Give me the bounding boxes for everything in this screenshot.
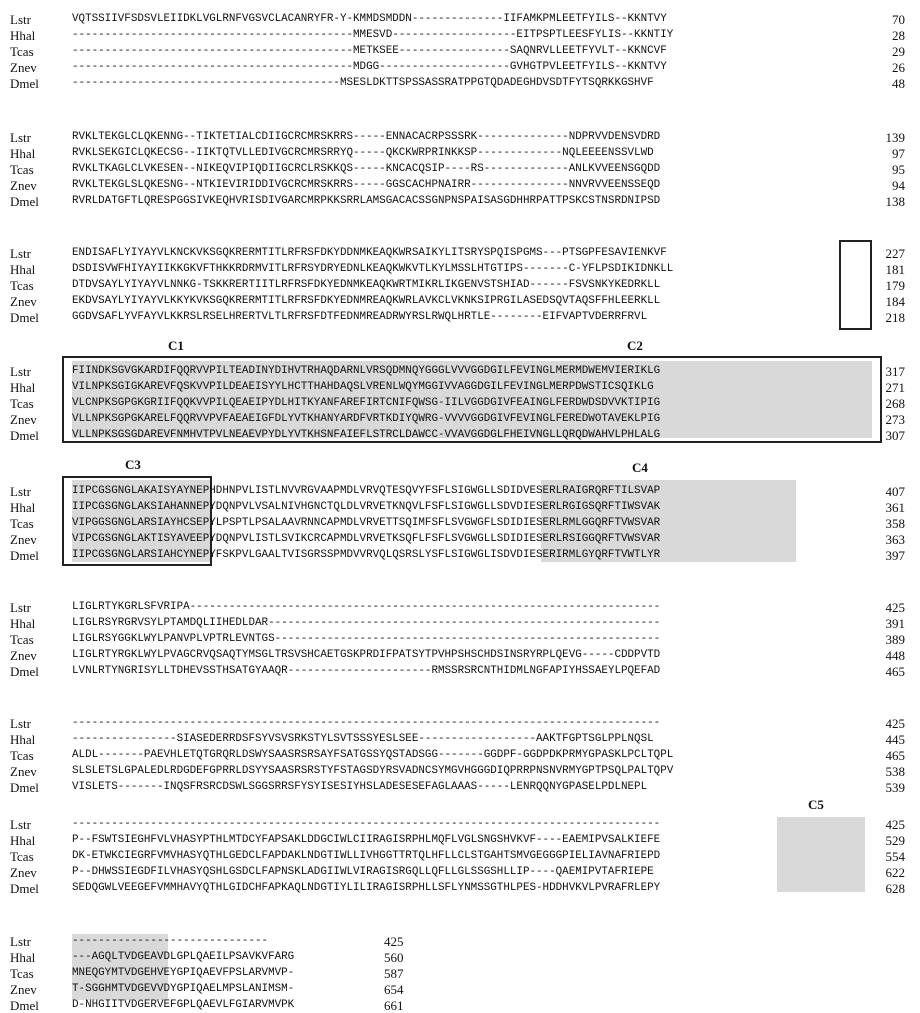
motif-label-c5: C5 bbox=[808, 797, 824, 812]
residue-position: 26 bbox=[892, 60, 905, 75]
residue-position: 271 bbox=[885, 380, 905, 395]
alignment-row bbox=[0, 364, 920, 379]
alignment-row bbox=[0, 532, 920, 547]
residue-position: 29 bbox=[892, 44, 905, 59]
species-label: Hhal bbox=[10, 732, 36, 747]
residue-position: 94 bbox=[892, 178, 905, 193]
residue-position: 268 bbox=[885, 396, 905, 411]
sequence-text: -------------------------------------------MMESVD-------------------EITPSPTLEESFYLIS--KKNTIY bbox=[72, 29, 674, 41]
residue-position: 539 bbox=[885, 780, 905, 795]
species-label: Lstr bbox=[10, 600, 31, 615]
alignment-row bbox=[0, 817, 920, 832]
species-label: Lstr bbox=[10, 934, 31, 949]
sequence-text: SLSLETSLGPALEDLRDGDEFGPRRLDSYYSAASRSRSTYFSTAGSDYRSVADNCSYMGVHGGGDIQPRRPNSNVRMYGPTPSQLPALTQPV bbox=[72, 765, 674, 777]
residue-position: 425 bbox=[384, 934, 404, 949]
alignment-row bbox=[0, 516, 920, 531]
sequence-text: RVKLTEKGLCLQKENNG--TIKTETIALCDIIGCRCMRSKRRS-----ENNACACRPSSSRK--------------NDPRVVDENSVDRD bbox=[72, 131, 661, 143]
residue-position: 448 bbox=[885, 648, 905, 663]
alignment-row bbox=[0, 12, 920, 27]
alignment-row bbox=[0, 262, 920, 277]
sequence-text: DTDVSAYLYIYAYVLNNKG-TSKKRERTIITLRFRSFDKYEDNMKEAQKWRTMIKRLIKGENVSTSHIAD------FSVSNKYKEDRKLL bbox=[72, 279, 661, 291]
species-label: Dmel bbox=[10, 548, 39, 563]
alignment-row bbox=[0, 428, 920, 443]
species-label: Znev bbox=[10, 294, 37, 309]
species-label: Lstr bbox=[10, 130, 31, 145]
residue-position: 48 bbox=[892, 76, 905, 91]
sequence-text: LVNLRTYNGRISYLLTDHEVSSTHSATGYAAQR----------------------RMSSRSRCNTHIDMLNGFAPIYHSSAEYLPQEFAD bbox=[72, 665, 661, 677]
sequence-text: ------------------------------------------------------------------------------------------ bbox=[72, 717, 661, 729]
sequence-text: ---AGQLTVDGEAVDLGPLQAEILPSAVKVFARG bbox=[72, 951, 295, 963]
residue-position: 538 bbox=[885, 764, 905, 779]
residue-position: 184 bbox=[885, 294, 905, 309]
alignment-row bbox=[0, 732, 920, 747]
species-label: Tcas bbox=[10, 632, 34, 647]
alignment-row bbox=[0, 412, 920, 427]
alignment-row bbox=[0, 764, 920, 779]
sequence-text: DK-ETWKCIEGRFVMVHASYQTHLGEDCLFAPDAKLNDGTIWLLIVHGGTTRTQLHFLLCLSTGAHTSMVGEGGGPIELIAVNAFRIEPD bbox=[72, 850, 661, 862]
alignment-row bbox=[0, 548, 920, 563]
species-label: Hhal bbox=[10, 833, 36, 848]
alignment-row bbox=[0, 780, 920, 795]
motif-label-c3: C3 bbox=[125, 457, 141, 472]
alignment-row bbox=[0, 146, 920, 161]
species-label: Dmel bbox=[10, 998, 39, 1013]
sequence-text: P--FSWTSIEGHFVLVHASYPTHLMTDCYFAPSAKLDDGCIWLCIIRAGISRPHLMQFLVGLSNGSHVKVF----EAEMIPVSALKIEFE bbox=[72, 834, 661, 846]
sequence-text: RVKLTEKGLSLQKESNG--NTKIEVIRIDDIVGCRCMRSKRRS-----GGSCACHPNAIRR---------------NNVRVVEENSSEQD bbox=[72, 179, 661, 191]
species-label: Dmel bbox=[10, 310, 39, 325]
residue-position: 307 bbox=[885, 428, 905, 443]
sequence-text: LIGLRTYRGKLWYLPVAGCRVQSAQTYMSGLTRSVSHCAETGSKPRDIFPATSYTPVHPSHSCHDSINSRYRPLQEVG-----CDDPVTD bbox=[72, 649, 661, 661]
residue-position: 179 bbox=[885, 278, 905, 293]
species-label: Tcas bbox=[10, 396, 34, 411]
alignment-row bbox=[0, 130, 920, 145]
residue-position: 361 bbox=[885, 500, 905, 515]
sequence-text: IIPCGSGNGLAKSIAHANNEPYDQNPVLVSALNIVHGNCTQLDLVRVETKNQVLFSFLSIGWGLLSDVDIESERLRGIGSQRFTIWSVAK bbox=[72, 501, 661, 513]
sequence-text: RVKLSEKGICLQKECSG--IIKTQTVLLEDIVGCRCMRSRRYQ-----QKCKWRPRINKKSP-------------NQLEEEENSSVLWD bbox=[72, 147, 654, 159]
sequence-text: VISLETS-------INQSFRSRCDSWLSGGSRRSFYSYISESIYHSLADESESEFAGLAAAS-----LENRQQNYGPASELPDLNEPL bbox=[72, 781, 648, 793]
species-label: Hhal bbox=[10, 380, 36, 395]
residue-position: 363 bbox=[885, 532, 905, 547]
residue-position: 529 bbox=[885, 833, 905, 848]
species-label: Znev bbox=[10, 982, 37, 997]
species-label: Tcas bbox=[10, 849, 34, 864]
sequence-text: T-SGGHMTVDGEVVDYGPIQAELMPSLANIMSM- bbox=[72, 983, 295, 995]
sequence-text: ------------------------------------------------------------------------------------------ bbox=[72, 818, 661, 830]
alignment-row bbox=[0, 60, 920, 75]
sequence-text: VLLNPKSGPGKARELFQQRVVPVFAEAEIGFDLYVTKHANYARDFVRTKDIYQWRG-VVVVGGDGIVFEVINGLFEREDWOTAVEKLPIG bbox=[72, 413, 661, 425]
residue-position: 587 bbox=[384, 966, 404, 981]
residue-position: 181 bbox=[885, 262, 905, 277]
sequence-text: LIGLRSYRGRVSYLPTAMDQLIIHEDLDAR------------------------------------------------------------ bbox=[72, 617, 661, 629]
residue-position: 391 bbox=[885, 616, 905, 631]
species-label: Tcas bbox=[10, 516, 34, 531]
sequence-text: D-NHGIITVDGERVEFGPLQAEVLFGIARVMVPK bbox=[72, 999, 295, 1011]
sequence-text: FIINDKSGVGKARDIFQQRVVPILTEADINYDIHVTRHAQDARNLVRSQDMNQYGGGLVVVGGDGILFEVINGLMERMDWEMVIERIKLG bbox=[72, 365, 661, 377]
residue-position: 218 bbox=[885, 310, 905, 325]
alignment-row bbox=[0, 310, 920, 325]
species-label: Znev bbox=[10, 532, 37, 547]
species-label: Dmel bbox=[10, 881, 39, 896]
residue-position: 425 bbox=[885, 600, 905, 615]
alignment-row bbox=[0, 246, 920, 261]
alignment-row bbox=[0, 849, 920, 864]
motif-label-c2: C2 bbox=[627, 338, 643, 353]
residue-position: 397 bbox=[885, 548, 905, 563]
species-label: Tcas bbox=[10, 278, 34, 293]
sequence-text: ----------------SIASEDERRDSFSYVSVSRKSTYLSVTSSSYESLSEE------------------AAKTFGPTSGLPPLNQSL bbox=[72, 733, 654, 745]
alignment-row bbox=[0, 162, 920, 177]
alignment-row bbox=[0, 716, 920, 731]
residue-position: 97 bbox=[892, 146, 905, 161]
residue-position: 95 bbox=[892, 162, 905, 177]
species-label: Hhal bbox=[10, 146, 36, 161]
sequence-text: ------------------------------ bbox=[72, 935, 269, 947]
species-label: Znev bbox=[10, 764, 37, 779]
alignment-row bbox=[0, 998, 920, 1013]
species-label: Dmel bbox=[10, 194, 39, 209]
sequence-text: RVRLDATGFTLQRESPGGSIVKEQHVRISDIVGARCMRPKKSRRLAMSGACACSSGNPNSPAISASGDHHRPATTPSKCSTNSRDNIPSD bbox=[72, 195, 661, 207]
alignment-row bbox=[0, 194, 920, 209]
sequence-text: P--DHWSSIEGDFILVHASYQSHLGSDCLFAPNSKLADGIIWLVIRAGISRGQLLQFLLGLSSGSHLLIP----QAEMIPVTAFRIEPE bbox=[72, 866, 654, 878]
sequence-text: -------------------------------------------MDGG--------------------GVHGTPVLEETFYILS--KKNTVY bbox=[72, 61, 667, 73]
residue-position: 28 bbox=[892, 28, 905, 43]
sequence-text: EKDVSAYLYIYAYVLKKYKVKSGQKRERMTITLRFRSFDKYEDNMREAQKWRLAVKCLVKNKSIPRGILASEDSQVTAQSFFHLEERKLL bbox=[72, 295, 661, 307]
alignment-row bbox=[0, 833, 920, 848]
species-label: Tcas bbox=[10, 44, 34, 59]
alignment-row bbox=[0, 28, 920, 43]
alignment-row bbox=[0, 934, 920, 949]
species-label: Lstr bbox=[10, 364, 31, 379]
alignment-row bbox=[0, 44, 920, 59]
species-label: Znev bbox=[10, 60, 37, 75]
species-label: Lstr bbox=[10, 484, 31, 499]
species-label: Hhal bbox=[10, 500, 36, 515]
sequence-text: VIPGGSGNGLARSIAYHCSEPYLPSPTLPSALAAVRNNCAPMDLVRVETTSQIMFSFLSVGWGFLSDIDIESERLRMLGGQRFTVWSVAR bbox=[72, 517, 661, 529]
sequence-text: VILNPKSGIGKAREVFQSKVVPILDEAEISYYLHCTTHAHDAQSLVRENLWQYMGGIVVAGGDGILFEVINGLMERPDWSTICSQIKLG bbox=[72, 381, 654, 393]
species-label: Lstr bbox=[10, 817, 31, 832]
species-label: Dmel bbox=[10, 76, 39, 91]
alignment-row bbox=[0, 865, 920, 880]
sequence-text: RVKLTKAGLCLVKESEN--NIKEQVIPIQDIIGCRCLRSKKQS-----KNCACQSIP----RS-------------ANLKVVEENSGQDD bbox=[72, 163, 661, 175]
species-label: Dmel bbox=[10, 780, 39, 795]
species-label: Dmel bbox=[10, 664, 39, 679]
species-label: Tcas bbox=[10, 748, 34, 763]
sequence-text: -------------------------------------------METKSEE-----------------SAQNRVLLEETFYVLT--KKNCVF bbox=[72, 45, 667, 57]
species-label: Tcas bbox=[10, 966, 34, 981]
species-label: Lstr bbox=[10, 716, 31, 731]
species-label: Znev bbox=[10, 648, 37, 663]
alignment-row bbox=[0, 966, 920, 981]
sequence-text: VLLNPKSGSGDAREVFNMHVTPVLNEAEVPYDLYVTKHSNFAIEFLSTRCLDAWCC-VVAVGGDGLFHEIVNGLLQRQDWAHVLPHLALG bbox=[72, 429, 661, 441]
residue-position: 622 bbox=[885, 865, 905, 880]
residue-position: 425 bbox=[885, 716, 905, 731]
residue-position: 389 bbox=[885, 632, 905, 647]
residue-position: 465 bbox=[885, 664, 905, 679]
sequence-text: MNEQGYMTVDGEHVEYGPIQAEVFPSLARVMVP- bbox=[72, 967, 295, 979]
residue-position: 560 bbox=[384, 950, 404, 965]
species-label: Lstr bbox=[10, 246, 31, 261]
sequence-text: DSDISVWFHIYAYIIKKGKVFTHKKRDRMVITLRFRSYDRYEDNLKEAQKWKVTLKYLMSSLHTGTIPS-------C-YFLPSDIKIDNKLL bbox=[72, 263, 674, 275]
species-label: Znev bbox=[10, 412, 37, 427]
species-label: Hhal bbox=[10, 616, 36, 631]
residue-position: 465 bbox=[885, 748, 905, 763]
residue-position: 661 bbox=[384, 998, 404, 1013]
sequence-text: LIGLRTYKGRLSFVRIPA------------------------------------------------------------------------ bbox=[72, 601, 661, 613]
alignment-row bbox=[0, 294, 920, 309]
alignment-row bbox=[0, 484, 920, 499]
alignment-row bbox=[0, 396, 920, 411]
motif-label-c4: C4 bbox=[632, 460, 648, 475]
residue-position: 654 bbox=[384, 982, 404, 997]
alignment-row bbox=[0, 950, 920, 965]
alignment-row bbox=[0, 616, 920, 631]
species-label: Tcas bbox=[10, 162, 34, 177]
alignment-row bbox=[0, 664, 920, 679]
species-label: Znev bbox=[10, 178, 37, 193]
species-label: Dmel bbox=[10, 428, 39, 443]
residue-position: 317 bbox=[885, 364, 905, 379]
sequence-text: IIPCGSGNGLAKAISYAYNEPHDHNPVLISTLNVVRGVAAPMDLVRVQTESQVYFSFLSIGWGLLSDIDVESERLRAIGRQRFTILSVAP bbox=[72, 485, 661, 497]
residue-position: 273 bbox=[885, 412, 905, 427]
sequence-text: SEDQGWLVEEGEFVMMHAVYQTHLGIDCHFAPKAQLNDGTIYLILIRAGISRPHLLSFLYNMSSGTHLPES-HDDHVKVLPVRAFRLEPY bbox=[72, 882, 661, 894]
alignment-row bbox=[0, 380, 920, 395]
alignment-row bbox=[0, 76, 920, 91]
residue-position: 227 bbox=[885, 246, 905, 261]
residue-position: 628 bbox=[885, 881, 905, 896]
alignment-row bbox=[0, 648, 920, 663]
species-label: Hhal bbox=[10, 28, 36, 43]
motif-label-c1: C1 bbox=[168, 338, 184, 353]
residue-position: 407 bbox=[885, 484, 905, 499]
sequence-text: GGDVSAFLYVFAYVLKKRSLRSELHRERTVLTLRFRSFDTFEDNMREADRWYRSLRWQLHRTLE--------EIFVAPTVDERRFRVL bbox=[72, 311, 648, 323]
alignment-row bbox=[0, 500, 920, 515]
alignment-row bbox=[0, 748, 920, 763]
alignment-row bbox=[0, 278, 920, 293]
residue-position: 138 bbox=[885, 194, 905, 209]
sequence-text: ALDL-------PAEVHLETQTGRQRLDSWYSAASRSRSAYFSATGSSYQSTADSGG-------GGDPF-GGDPDKPRMYGPASKLPCLTQPL bbox=[72, 749, 674, 761]
residue-position: 445 bbox=[885, 732, 905, 747]
alignment-row bbox=[0, 600, 920, 615]
sequence-text: LIGLRSYGGKLWYLPANVPLVPTRLEVNTGS----------------------------------------------------------- bbox=[72, 633, 661, 645]
sequence-text: ENDISAFLYIYAYVLKNCKVKSGQKRERMTITLRFRSFDKYDDNMKEAQKWRSAIKYLITSRYSPQISPGMS---PTSGPFESAVIENKVF bbox=[72, 247, 667, 259]
species-label: Znev bbox=[10, 865, 37, 880]
species-label: Hhal bbox=[10, 950, 36, 965]
residue-position: 70 bbox=[892, 12, 905, 27]
sequence-text: VLCNPKSGPGKGRIIFQQKVVPILQEAEIPYDLHITKYANFAREFIRTCNIFQWSG-IILVGGDGIVFEAINGLFERDWDSDVVKTIPIG bbox=[72, 397, 661, 409]
residue-position: 139 bbox=[885, 130, 905, 145]
species-label: Hhal bbox=[10, 262, 36, 277]
residue-position: 358 bbox=[885, 516, 905, 531]
alignment-row bbox=[0, 881, 920, 896]
sequence-text: IIPCGSGNGLARSIAHCYNEPYFSKPVLGAALTVISGRSSPMDVVRVQLQSRSLYSFLSIGWGLISDVDIESERIRMLGYQRFTVWTLYR bbox=[72, 549, 661, 561]
alignment-row bbox=[0, 982, 920, 997]
residue-position: 425 bbox=[885, 817, 905, 832]
sequence-text: -----------------------------------------MSESLDKTTSPSSASSRATPPGTQDADEGHDVSDTFYTSQRKKGSHVF bbox=[72, 77, 654, 89]
sequence-text: VQTSSIIVFSDSVLEIIDKLVGLRNFVGSVCLACANRYFR-Y-KMMDSMDDN--------------IIFAMKPMLEETFYILS--KKNTVY bbox=[72, 13, 667, 25]
species-label: Lstr bbox=[10, 12, 31, 27]
sequence-text: VIPCGSGNGLAKTISYAVEEPYDQNPVLISTLSVIKCRCAPMDLVRVETKSQFLFSFLSVGWGLLSDIDIESERLRSIGGQRFTVWSVAR bbox=[72, 533, 661, 545]
alignment-row bbox=[0, 632, 920, 647]
alignment-row bbox=[0, 178, 920, 193]
residue-position: 554 bbox=[885, 849, 905, 864]
